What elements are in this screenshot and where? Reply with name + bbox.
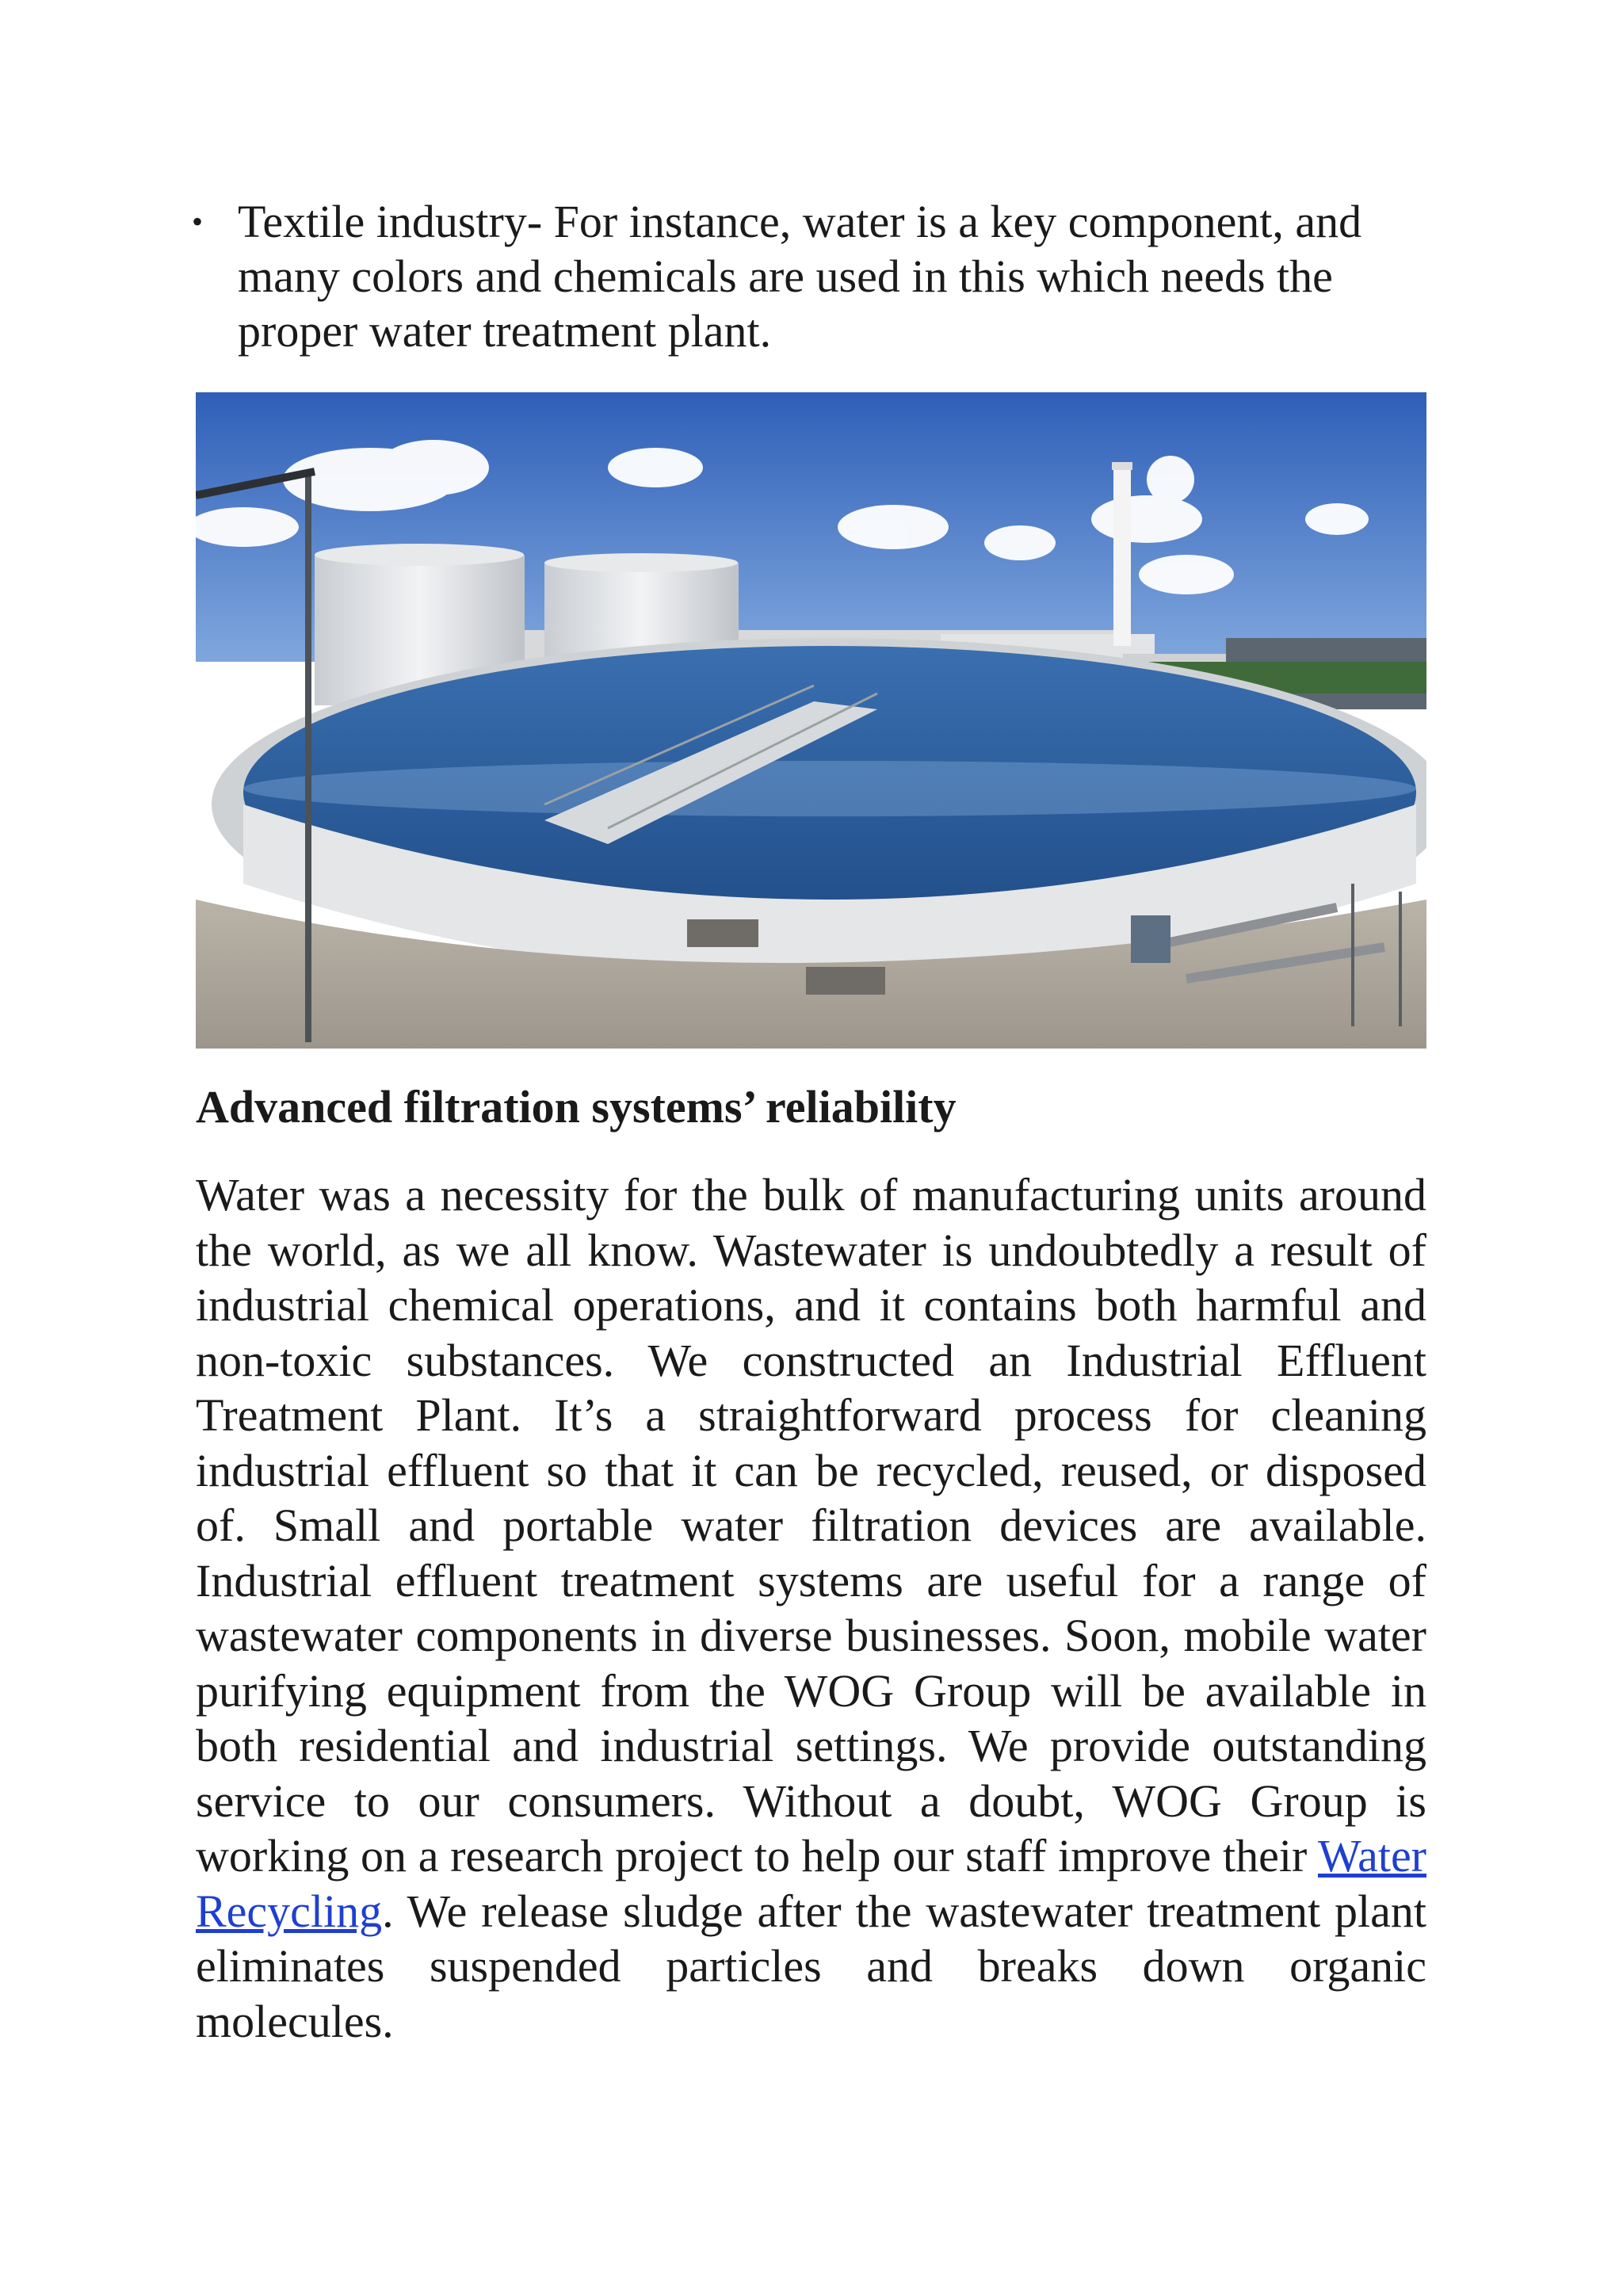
bullet-dot-icon: • [192, 204, 204, 239]
body-text-part-2: . We release sludge after the wastewater treatment plant eliminates suspended particles and breaks down organic molecules. [196, 1885, 1426, 2047]
bullet-item [192, 194, 1426, 358]
section-body-paragraph [196, 1167, 1426, 2049]
water-recycling-link[interactable]: Water Recycling [196, 1830, 1426, 1937]
water-treatment-plant-photo [196, 392, 1426, 1049]
bullet-list [192, 194, 1426, 358]
body-text-part-1: Water was a necessity for the bulk of manufacturing units around the world, as we all know. Wastewater is undoubtedly a result of industrial chemical operations, and it contains both harmful and non-toxic substances. We constructed an Industrial Effluent Treatment Plant. It’s a straightforward process for cleaning industrial effluent so that it can be recycled, reused, or disposed of. Small and portable water filtration devices are available. Industrial effluent treatment systems are useful for a range of wastewater components in diverse businesses. Soon, mobile water purifying equipment from the WOG Group will be available in both residential and industrial settings. We provide outstanding service to our consumers. Without a doubt, WOG Group is working on a research project to help our staff improve their [196, 1169, 1426, 1881]
section-heading: Advanced filtration systems’ reliability [196, 1081, 957, 1133]
bullet-text: Textile industry- For instance, water is a key component, and many colors and chemicals are used in this which needs the proper water treatment plant. [238, 196, 1362, 357]
